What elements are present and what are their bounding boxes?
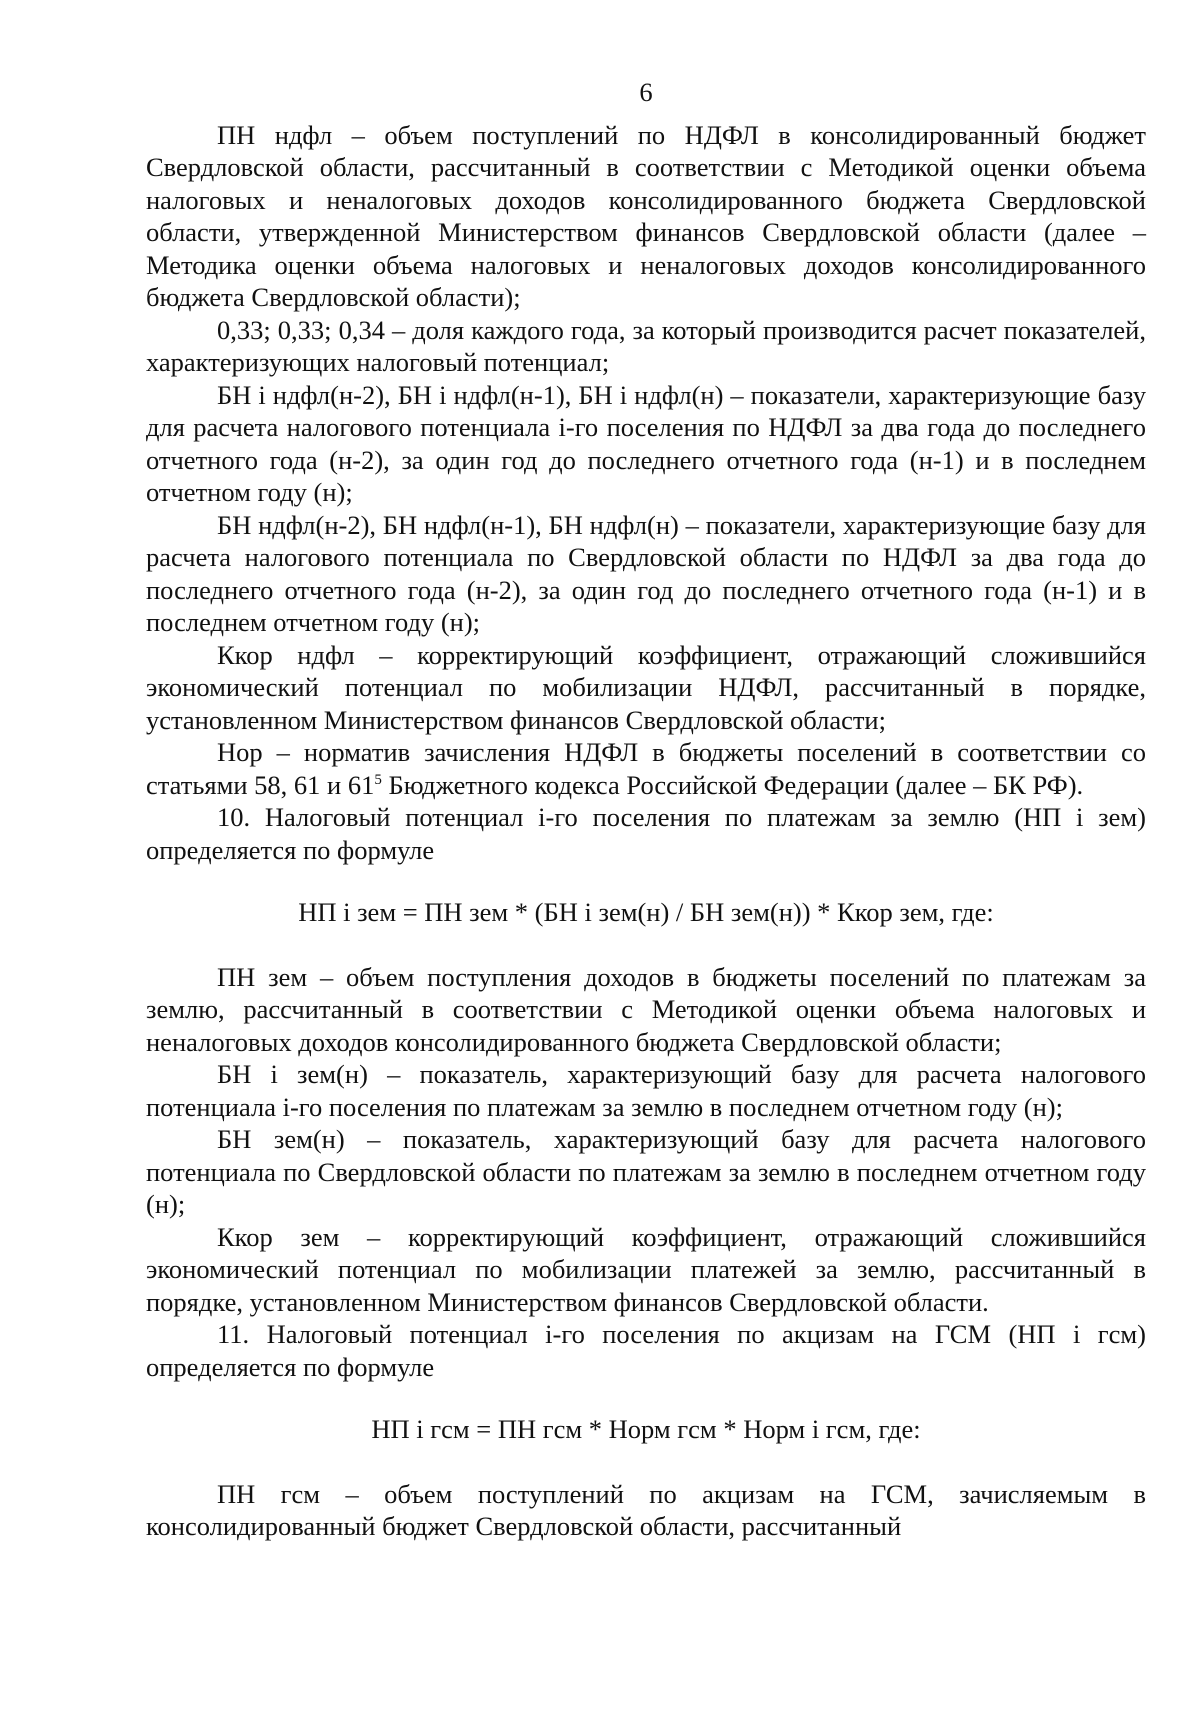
definition-bn-zem: БН зем(н) – показатель, характеризующий базу для расчета налогового потенциала по Свердловской области по платежам за землю в последнем отчетном году (н); (146, 1124, 1146, 1219)
definition-bn-i-zem: БН i зем(н) – показатель, характеризующий базу для расчета налогового потенциала i-го поселения по платежам за землю в последнем отчетном году (н); (146, 1059, 1146, 1122)
definition-bn-ndfl: БН ндфл(н-2), БН ндфл(н-1), БН ндфл(н) – показатели, характеризующие базу для расчета налогового потенциала по Свердловской области по НДФЛ за два года до последнего отчетного года (н-2), за один год до последнего отчетного года (н-1) и в последнем отчетном году (н); (146, 509, 1146, 637)
definition-pn-gsm: ПН гсм – объем поступлений по акцизам на ГСМ, зачисляемым в консолидированный бюджет Свердловской области, рассчитанный (146, 1478, 1146, 1541)
page-number: 6 (639, 77, 653, 107)
definition-kkor-ndfl: Ккор ндфл – корректирующий коэффициент, отражающий сложившийся экономический потенциал по мобилизации НДФЛ, рассчитанный в порядке, установленном Министерством финансов Свердловской области; (146, 639, 1146, 735)
formula-np-gsm: НП i гсм = ПН гсм * Норм гсм * Норм i гсм, где: (371, 1414, 921, 1444)
formula-np-zem: НП i зем = ПН зем * (БН i зем(н) / БН зем(н)) * Ккор зем, где: (298, 897, 994, 927)
item-10-text: 10. Налоговый потенциал i-го поселения по платежам за землю (НП i зем) определяется по формуле (146, 802, 1146, 865)
definition-year-shares: 0,33; 0,33; 0,34 – доля каждого года, за который производится расчет показателей, характеризующих налоговый потенциал; (146, 314, 1146, 377)
item-11-text: 11. Налоговый потенциал i-го поселения по акцизам на ГСМ (НП i гсм) определяется по формуле (146, 1319, 1146, 1382)
document-page (146, 76, 1146, 1543)
definition-bn-i-ndfl: БН i ндфл(н-2), БН i ндфл(н-1), БН i ндфл(н) – показатели, характеризующие базу для расчета налогового потенциала i-го поселения по НДФЛ за два года до последнего отчетного года (н-2), за один год до последнего отчетного года (н-1) и в последнем отчетном году (н); (146, 379, 1146, 507)
definition-nor (146, 736, 1146, 801)
nor-superscript: 5 (374, 771, 382, 788)
nor-text-end: Бюджетного кодекса Российской Федерации (далее – БК РФ). (381, 769, 1084, 800)
definition-pn-zem: ПН зем – объем поступления доходов в бюджеты поселений по платежам за землю, рассчитанный в соответствии с Методикой оценки объема налоговых и неналоговых доходов консолидированного бюджета Свердловской области; (146, 961, 1146, 1057)
nor-text-start: Нор – норматив зачисления НДФЛ в бюджеты поселений в соответствии со статьями 58, 61 и 61 (146, 737, 1146, 800)
definition-kkor-zem: Ккор зем – корректирующий коэффициент, отражающий сложившийся экономический потенциал по мобилизации платежей за землю, рассчитанный в порядке, установленном Министерством финансов Свердловской области. (146, 1221, 1146, 1317)
definition-pn-ndfl: ПН ндфл – объем поступлений по НДФЛ в консолидированный бюджет Свердловской области, рассчитанный в соответствии с Методикой оценки объема налоговых и неналоговых доходов консолидированного бюджета Свердловской области, утвержденной Министерством финансов Свердловской области (далее – Методика оценки объема налоговых и неналоговых доходов консолидированного бюджета Свердловской области); (146, 119, 1146, 312)
